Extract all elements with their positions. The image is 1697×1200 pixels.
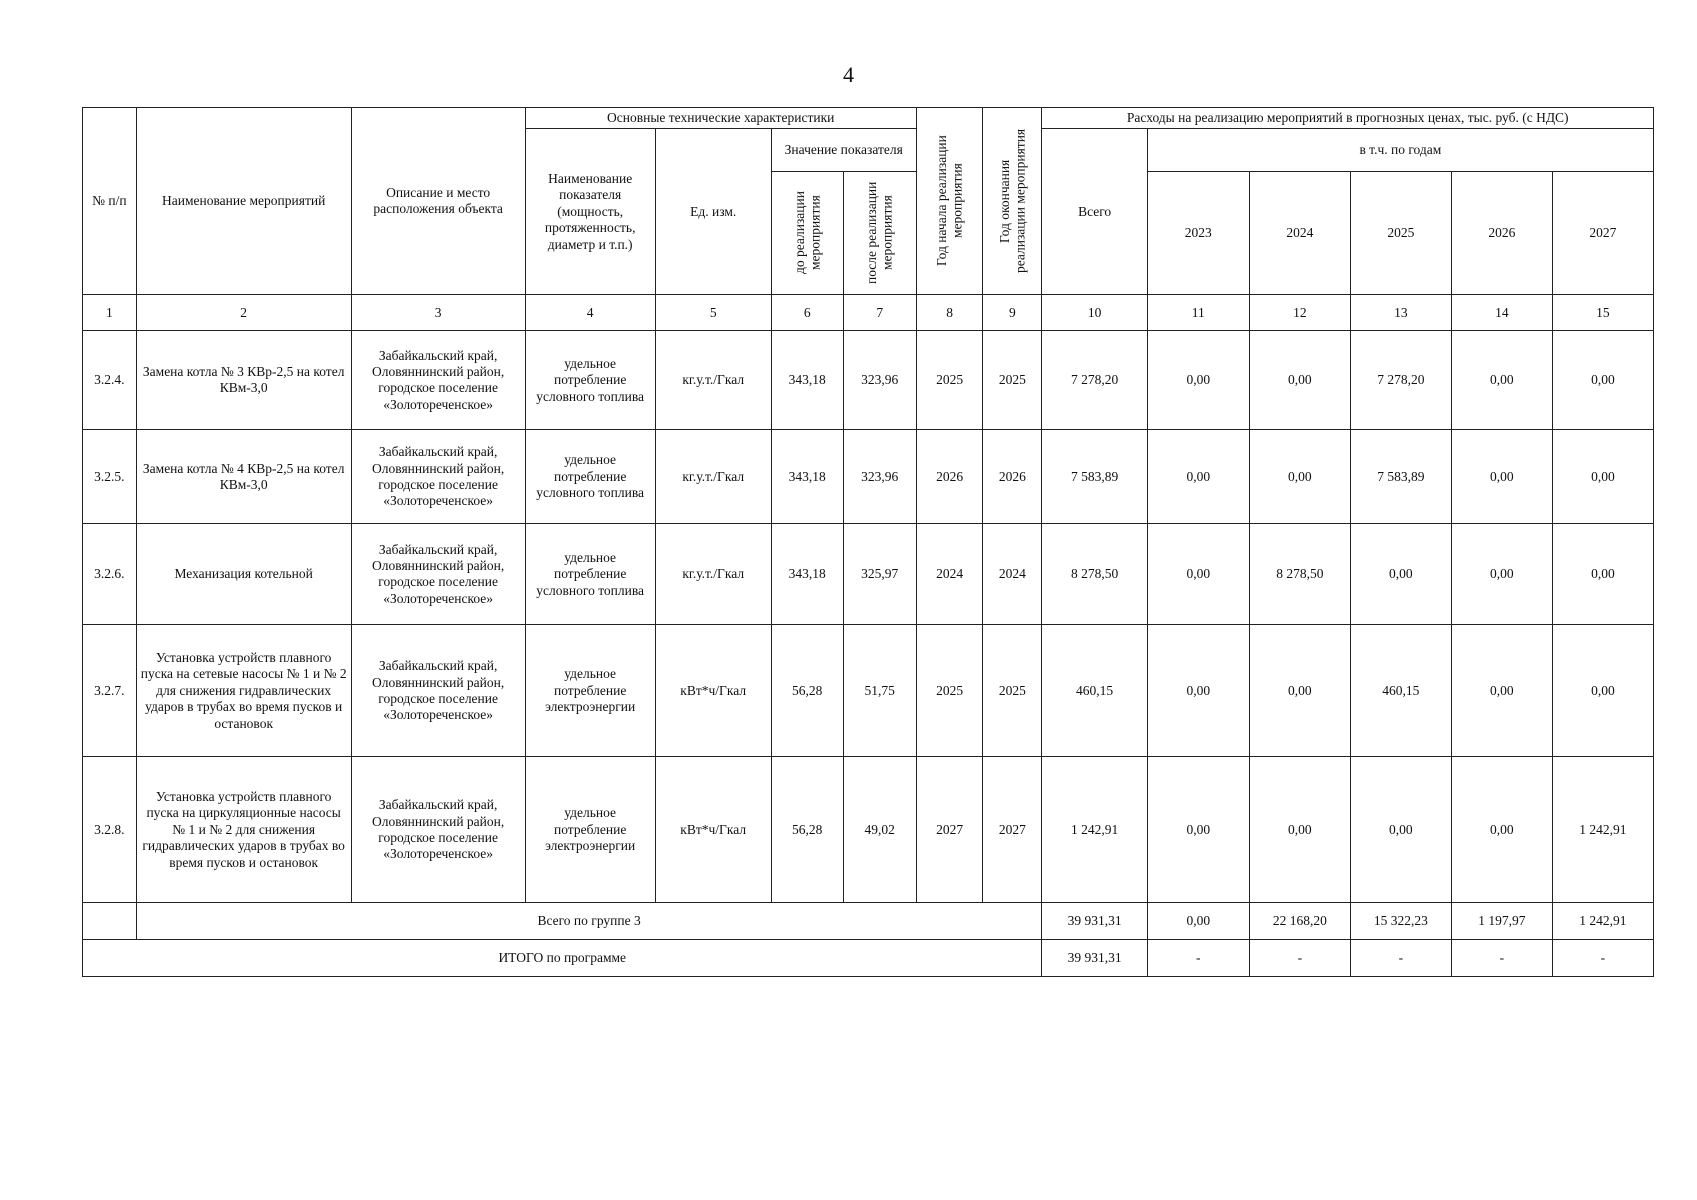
column-number: 2	[136, 295, 351, 331]
table-row	[83, 625, 1654, 757]
header-col-year-start-text: Год начала реализации мероприятия	[934, 135, 965, 267]
cell-2025: 0,00	[1350, 757, 1451, 903]
program-total-2026: -	[1451, 940, 1552, 977]
program-measures-table	[82, 107, 1654, 977]
cell-2027: 0,00	[1552, 524, 1653, 625]
header-col-total: Всего	[1042, 129, 1147, 295]
column-number: 9	[983, 295, 1042, 331]
cell-year-start: 2025	[916, 331, 983, 430]
header-row-1	[83, 108, 1654, 129]
header-col-after-text: после реализации мероприятия	[864, 182, 895, 285]
page-number: 4	[843, 62, 854, 87]
cell-year-end: 2025	[983, 625, 1042, 757]
cell-after: 49,02	[843, 757, 916, 903]
header-col-name: Наименование мероприятий	[136, 108, 351, 295]
cell-desc: Забайкальский край, Оловяннинский район, городское поселение «Золотореченское»	[351, 625, 525, 757]
program-total-2024: -	[1249, 940, 1350, 977]
header-col-before-text: до реализации мероприятия	[791, 191, 823, 275]
header-col-before	[771, 172, 843, 295]
header-col-desc: Описание и место расположения объекта	[351, 108, 525, 295]
column-number: 15	[1552, 295, 1653, 331]
cell-2025: 7 278,20	[1350, 331, 1451, 430]
header-group-value: Значение показателя	[771, 129, 916, 172]
cell-indicator: удельное потребление электроэнергии	[525, 757, 655, 903]
cell-total: 460,15	[1042, 625, 1147, 757]
cell-2025: 0,00	[1350, 524, 1451, 625]
cell-desc: Забайкальский край, Оловяннинский район, городское поселение «Золотореченское»	[351, 524, 525, 625]
cell-unit: кг.у.т./Гкал	[655, 524, 771, 625]
cell-year-start: 2024	[916, 524, 983, 625]
header-group-tech: Основные технические характеристики	[525, 108, 916, 129]
header-col-year-start	[916, 108, 983, 295]
cell-year-start: 2025	[916, 625, 983, 757]
program-total-2027: -	[1552, 940, 1653, 977]
cell-before: 343,18	[771, 430, 843, 524]
cell-2026: 0,00	[1451, 430, 1552, 524]
cell-name: Механизация котельной	[136, 524, 351, 625]
cell-no: 3.2.7.	[83, 625, 137, 757]
header-year-2023: 2023	[1147, 172, 1249, 295]
cell-2026: 0,00	[1451, 757, 1552, 903]
cell-2024: 0,00	[1249, 757, 1350, 903]
cell-2024: 0,00	[1249, 430, 1350, 524]
cell-indicator: удельное потребление условного топлива	[525, 430, 655, 524]
header-col-indicator: Наименование показателя (мощность, протяженность, диаметр и т.п.)	[525, 129, 655, 295]
cell-2026: 0,00	[1451, 625, 1552, 757]
cell-unit: кВт*ч/Гкал	[655, 625, 771, 757]
cell-year-end: 2026	[983, 430, 1042, 524]
cell-year-start: 2027	[916, 757, 983, 903]
cell-year-end: 2024	[983, 524, 1042, 625]
cell-2024: 0,00	[1249, 625, 1350, 757]
cell-after: 325,97	[843, 524, 916, 625]
group-total-2025: 15 322,23	[1350, 903, 1451, 940]
cell-unit: кВт*ч/Гкал	[655, 757, 771, 903]
group-total-blank	[83, 903, 137, 940]
column-number: 14	[1451, 295, 1552, 331]
header-year-2026: 2026	[1451, 172, 1552, 295]
column-number: 4	[525, 295, 655, 331]
cell-desc: Забайкальский край, Оловяннинский район, городское поселение «Золотореченское»	[351, 757, 525, 903]
cell-desc: Забайкальский край, Оловяннинский район, городское поселение «Золотореченское»	[351, 331, 525, 430]
header-year-2027: 2027	[1552, 172, 1653, 295]
cell-year-end: 2027	[983, 757, 1042, 903]
column-number: 11	[1147, 295, 1249, 331]
cell-indicator: удельное потребление электроэнергии	[525, 625, 655, 757]
cell-name: Установка устройств плавного пуска на сетевые насосы № 1 и № 2 для снижения гидравлических ударов в трубах во время пусков и остановок	[136, 625, 351, 757]
cell-name: Замена котла № 4 КВр-2,5 на котел КВм-3,0	[136, 430, 351, 524]
header-col-after	[843, 172, 916, 295]
program-total-2025: -	[1350, 940, 1451, 977]
cell-before: 56,28	[771, 757, 843, 903]
cell-after: 323,96	[843, 430, 916, 524]
table-row	[83, 757, 1654, 903]
cell-indicator: удельное потребление условного топлива	[525, 524, 655, 625]
cell-2027: 1 242,91	[1552, 757, 1653, 903]
cell-2026: 0,00	[1451, 524, 1552, 625]
cell-desc: Забайкальский край, Оловяннинский район, городское поселение «Золотореченское»	[351, 430, 525, 524]
group-total-2027: 1 242,91	[1552, 903, 1653, 940]
cell-no: 3.2.8.	[83, 757, 137, 903]
cell-2027: 0,00	[1552, 625, 1653, 757]
header-col-no: № п/п	[83, 108, 137, 295]
column-number: 12	[1249, 295, 1350, 331]
cell-2025: 460,15	[1350, 625, 1451, 757]
table-row	[83, 430, 1654, 524]
table-row	[83, 331, 1654, 430]
cell-name: Замена котла № 3 КВр-2,5 на котел КВм-3,0	[136, 331, 351, 430]
cell-2026: 0,00	[1451, 331, 1552, 430]
column-number: 10	[1042, 295, 1147, 331]
cell-before: 343,18	[771, 331, 843, 430]
column-number: 6	[771, 295, 843, 331]
column-number: 7	[843, 295, 916, 331]
cell-2027: 0,00	[1552, 331, 1653, 430]
cell-2023: 0,00	[1147, 331, 1249, 430]
header-group-by-years: в т.ч. по годам	[1147, 129, 1653, 172]
header-year-2024: 2024	[1249, 172, 1350, 295]
program-total-2023: -	[1147, 940, 1249, 977]
header-col-unit: Ед. изм.	[655, 129, 771, 295]
cell-after: 51,75	[843, 625, 916, 757]
column-number: 5	[655, 295, 771, 331]
cell-no: 3.2.6.	[83, 524, 137, 625]
cell-before: 56,28	[771, 625, 843, 757]
group-total-row	[83, 903, 1654, 940]
cell-no: 3.2.5.	[83, 430, 137, 524]
group-total-sum: 39 931,31	[1042, 903, 1147, 940]
header-group-costs: Расходы на реализацию мероприятий в прогнозных ценах, тыс. руб. (с НДС)	[1042, 108, 1654, 129]
cell-unit: кг.у.т./Гкал	[655, 430, 771, 524]
program-total-row	[83, 940, 1654, 977]
column-number: 13	[1350, 295, 1451, 331]
cell-total: 7 583,89	[1042, 430, 1147, 524]
column-number: 3	[351, 295, 525, 331]
cell-after: 323,96	[843, 331, 916, 430]
table-row	[83, 524, 1654, 625]
column-number: 8	[916, 295, 983, 331]
cell-2025: 7 583,89	[1350, 430, 1451, 524]
cell-before: 343,18	[771, 524, 843, 625]
cell-no: 3.2.4.	[83, 331, 137, 430]
header-year-2025: 2025	[1350, 172, 1451, 295]
cell-year-start: 2026	[916, 430, 983, 524]
group-total-2023: 0,00	[1147, 903, 1249, 940]
group-total-2026: 1 197,97	[1451, 903, 1552, 940]
group-total-label: Всего по группе 3	[136, 903, 1042, 940]
program-total-sum: 39 931,31	[1042, 940, 1147, 977]
cell-unit: кг.у.т./Гкал	[655, 331, 771, 430]
cell-2024: 0,00	[1249, 331, 1350, 430]
program-total-label: ИТОГО по программе	[83, 940, 1042, 977]
cell-2027: 0,00	[1552, 430, 1653, 524]
cell-total: 1 242,91	[1042, 757, 1147, 903]
cell-2023: 0,00	[1147, 524, 1249, 625]
cell-name: Установка устройств плавного пуска на циркуляционные насосы № 1 и № 2 для снижения гидравлических ударов в трубах во время пусков и остановок	[136, 757, 351, 903]
group-total-2024: 22 168,20	[1249, 903, 1350, 940]
header-col-year-end-text: Год окончания реализации мероприятия	[996, 129, 1028, 274]
cell-year-end: 2025	[983, 331, 1042, 430]
header-col-year-end	[983, 108, 1042, 295]
column-number: 1	[83, 295, 137, 331]
cell-2023: 0,00	[1147, 757, 1249, 903]
cell-2024: 8 278,50	[1249, 524, 1350, 625]
cell-total: 8 278,50	[1042, 524, 1147, 625]
cell-2023: 0,00	[1147, 430, 1249, 524]
cell-total: 7 278,20	[1042, 331, 1147, 430]
column-numbers-row	[83, 295, 1654, 331]
cell-indicator: удельное потребление условного топлива	[525, 331, 655, 430]
cell-2023: 0,00	[1147, 625, 1249, 757]
